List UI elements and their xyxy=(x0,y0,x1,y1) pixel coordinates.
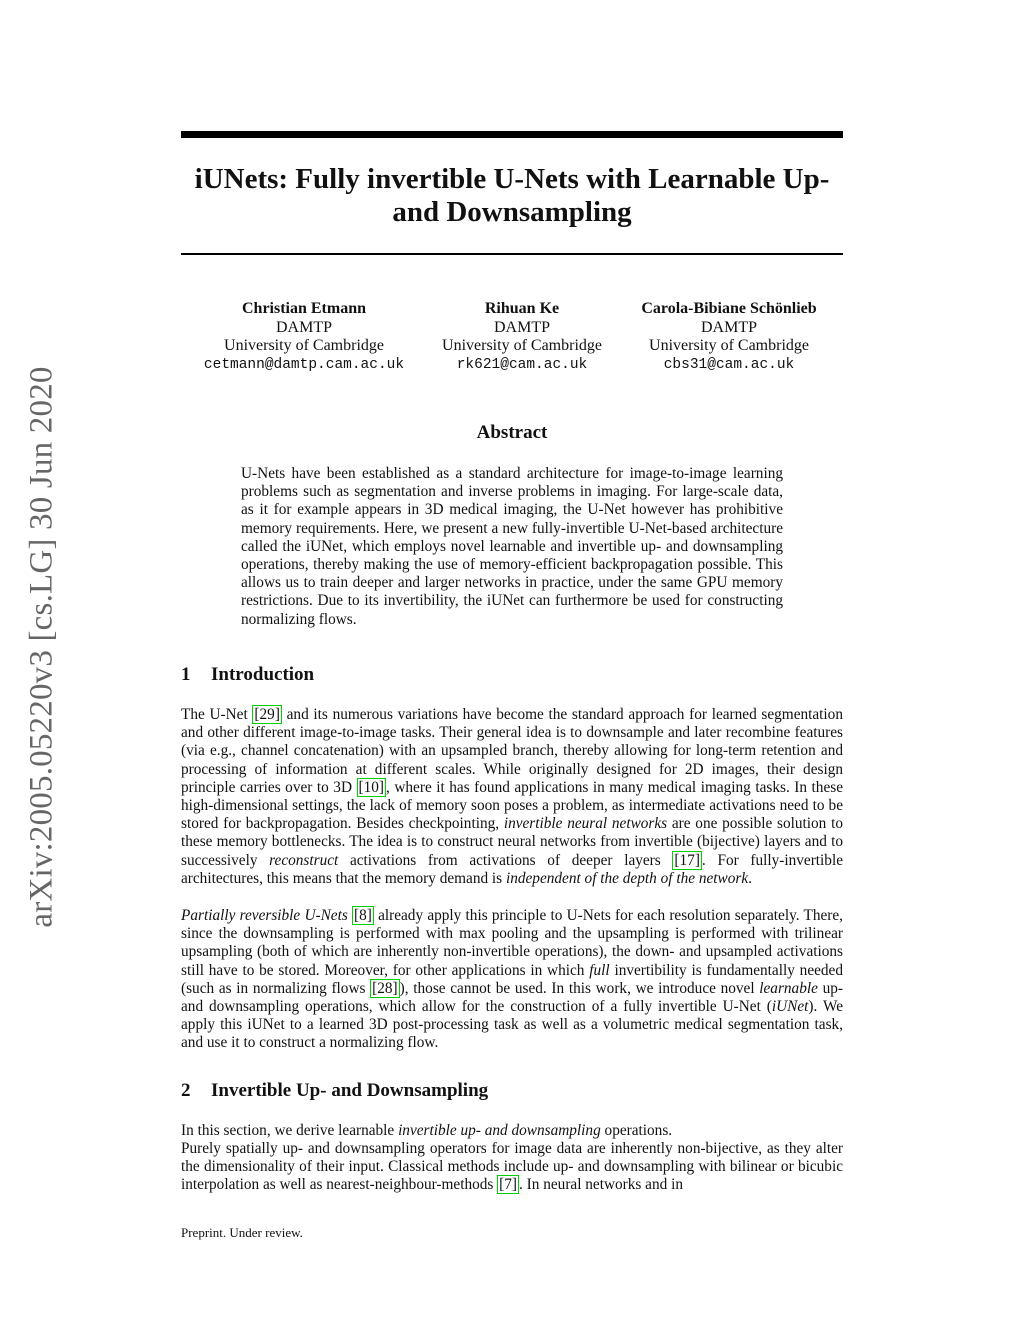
author-name: Rihuan Ke xyxy=(484,300,560,317)
italic-term: invertible neural networks xyxy=(503,815,668,833)
author-affiliation: University of Cambridge xyxy=(224,337,384,354)
italic-term: independent of the depth of the network xyxy=(505,869,749,887)
author-2 xyxy=(427,300,617,374)
citation-link[interactable]: [7] xyxy=(499,1176,518,1194)
author-dept: DAMTP xyxy=(493,318,550,336)
author-email[interactable]: cbs31@cam.ac.uk xyxy=(663,356,795,373)
text-run: Purely spatially up- and downsampling operators for image data are inherently non-bijective, as they alter the dimensionality of their input. Classical methods include up- and downsampling with bilinear or bicubic interpolation as well as nearest-neighbour-methods xyxy=(181,1140,843,1194)
text-run: are one possible solution to these memory bottlenecks. The idea is to construct neural networks from invertible (bijective) layers and to successively xyxy=(181,815,843,869)
author-affiliation: University of Cambridge xyxy=(442,337,602,354)
author-dept: DAMTP xyxy=(275,318,332,336)
author-affiliation: University of Cambridge xyxy=(649,337,809,354)
italic-term: Partially reversible U-Nets xyxy=(181,907,348,924)
text-run: The U-Net xyxy=(181,706,253,723)
author-email[interactable]: cetmann@damtp.cam.ac.uk xyxy=(203,356,405,373)
text-run: operations. xyxy=(600,1122,673,1139)
text-run: . xyxy=(748,869,752,887)
text-run: , where it has found applications in many medical imaging tasks. In these high-dimensional settings, the lack of memory soon poses a problem, as intermediate activations need to be stored for backpropagation. Besides checkpointing, xyxy=(181,778,843,833)
section-2-paragraph-1 xyxy=(181,1122,843,1140)
text-run: ), those cannot be used. In this work, we introduce novel xyxy=(399,979,760,997)
text-run: . For fully-invertible architectures, this means that the memory demand is xyxy=(181,851,843,887)
section-number: 2 xyxy=(181,1080,191,1101)
citation-link[interactable]: [29] xyxy=(254,706,280,723)
section-2-paragraph-2 xyxy=(181,1140,843,1195)
section-title: Invertible Up- and Downsampling xyxy=(211,1080,489,1101)
text-run: activations from activations of deeper layers xyxy=(338,851,673,869)
text-run: up- and downsampling operations, which allow for the construction of a fully invertible U-Net ( xyxy=(181,979,843,1016)
abstract-heading: Abstract xyxy=(476,422,548,443)
paper-title xyxy=(181,163,843,229)
section-number: 1 xyxy=(181,664,191,685)
section-title: Introduction xyxy=(211,664,315,685)
preprint-footer: Preprint. Under review. xyxy=(181,1225,303,1240)
intro-paragraph-2 xyxy=(181,907,843,1053)
abstract-text: U-Nets have been established as a standard architecture for image-to-image learning problems such as segmentation and inverse problems in imaging. For large-scale data, as it for example appears in 3D medical imaging, the U-Net however has prohibitive memory requirements. Here, we present a new fully-invertible U-Net-based architecture called the iUNet, which employs novel learnable and invertible up- and downsampling operations, thereby making the use of memory-efficient backpropagation possible. This allows us to train deeper and larger networks in practice, under the same GPU memory restrictions. Due to its invertibility, the iUNet can furthermore be used for constructing normalizing flows. xyxy=(241,465,783,628)
citation-link[interactable]: [28] xyxy=(372,979,398,997)
title-top-rule xyxy=(181,131,843,138)
citation-link[interactable]: [17] xyxy=(674,851,700,869)
italic-term: full xyxy=(589,961,610,979)
text-run: In this section, we derive learnable xyxy=(181,1122,399,1139)
author-dept: DAMTP xyxy=(700,318,757,336)
text-run: . In neural networks and in xyxy=(519,1176,683,1194)
intro-paragraph-1 xyxy=(181,706,843,888)
italic-term: reconstruct xyxy=(269,851,339,869)
title-line-1: iUNets: Fully invertible U-Nets with Learnable Up- xyxy=(194,163,830,195)
text-run: ). We apply this iUNet to a learned 3D post-processing task as well as a volumetric medical segmentation task, and use it to construct a normalizing flow. xyxy=(181,998,844,1052)
author-email[interactable]: rk621@cam.ac.uk xyxy=(456,356,588,373)
title-line-2: and Downsampling xyxy=(392,196,632,228)
text-run: already apply this principle to U-Nets for each resolution separately. There, since the downsampling is performed with max pooling and the upsampling is performed with trilinear upsampling (both of which are inherently non-invertible operations), the down- and upsampled activations still have to be stored. Moreover, for other applications in which xyxy=(181,907,844,979)
section-1-heading xyxy=(181,664,314,686)
author-name: Carola-Bibiane Schönlieb xyxy=(641,300,817,317)
author-1 xyxy=(181,300,427,374)
title-bottom-rule xyxy=(181,253,843,255)
italic-term: iUNet xyxy=(771,998,809,1016)
arxiv-identifier-stamp: arXiv:2005.05220v3 [cs.LG] 30 Jun 2020 xyxy=(23,366,60,928)
author-3 xyxy=(621,300,837,374)
section-2-heading xyxy=(181,1080,488,1102)
citation-link[interactable]: [8] xyxy=(354,907,372,924)
text-run: and its numerous variations have become the standard approach for learned segmentation and other different image-to-image tasks. Their general idea is to downsample and later recombine features (via e.g., channel concatenation) with an upsampled branch, thereby allowing for long-term retention and processing of information at different scales. While originally designed for 2D images, their design principle carries over to 3D xyxy=(181,706,843,796)
citation-link[interactable]: [10] xyxy=(358,778,385,796)
author-name: Christian Etmann xyxy=(241,300,367,317)
italic-term: learnable xyxy=(759,979,818,997)
italic-term: invertible up- and downsampling xyxy=(398,1122,601,1139)
text-run: invertibility is fundamentally needed (such as in normalizing flows xyxy=(181,961,843,997)
